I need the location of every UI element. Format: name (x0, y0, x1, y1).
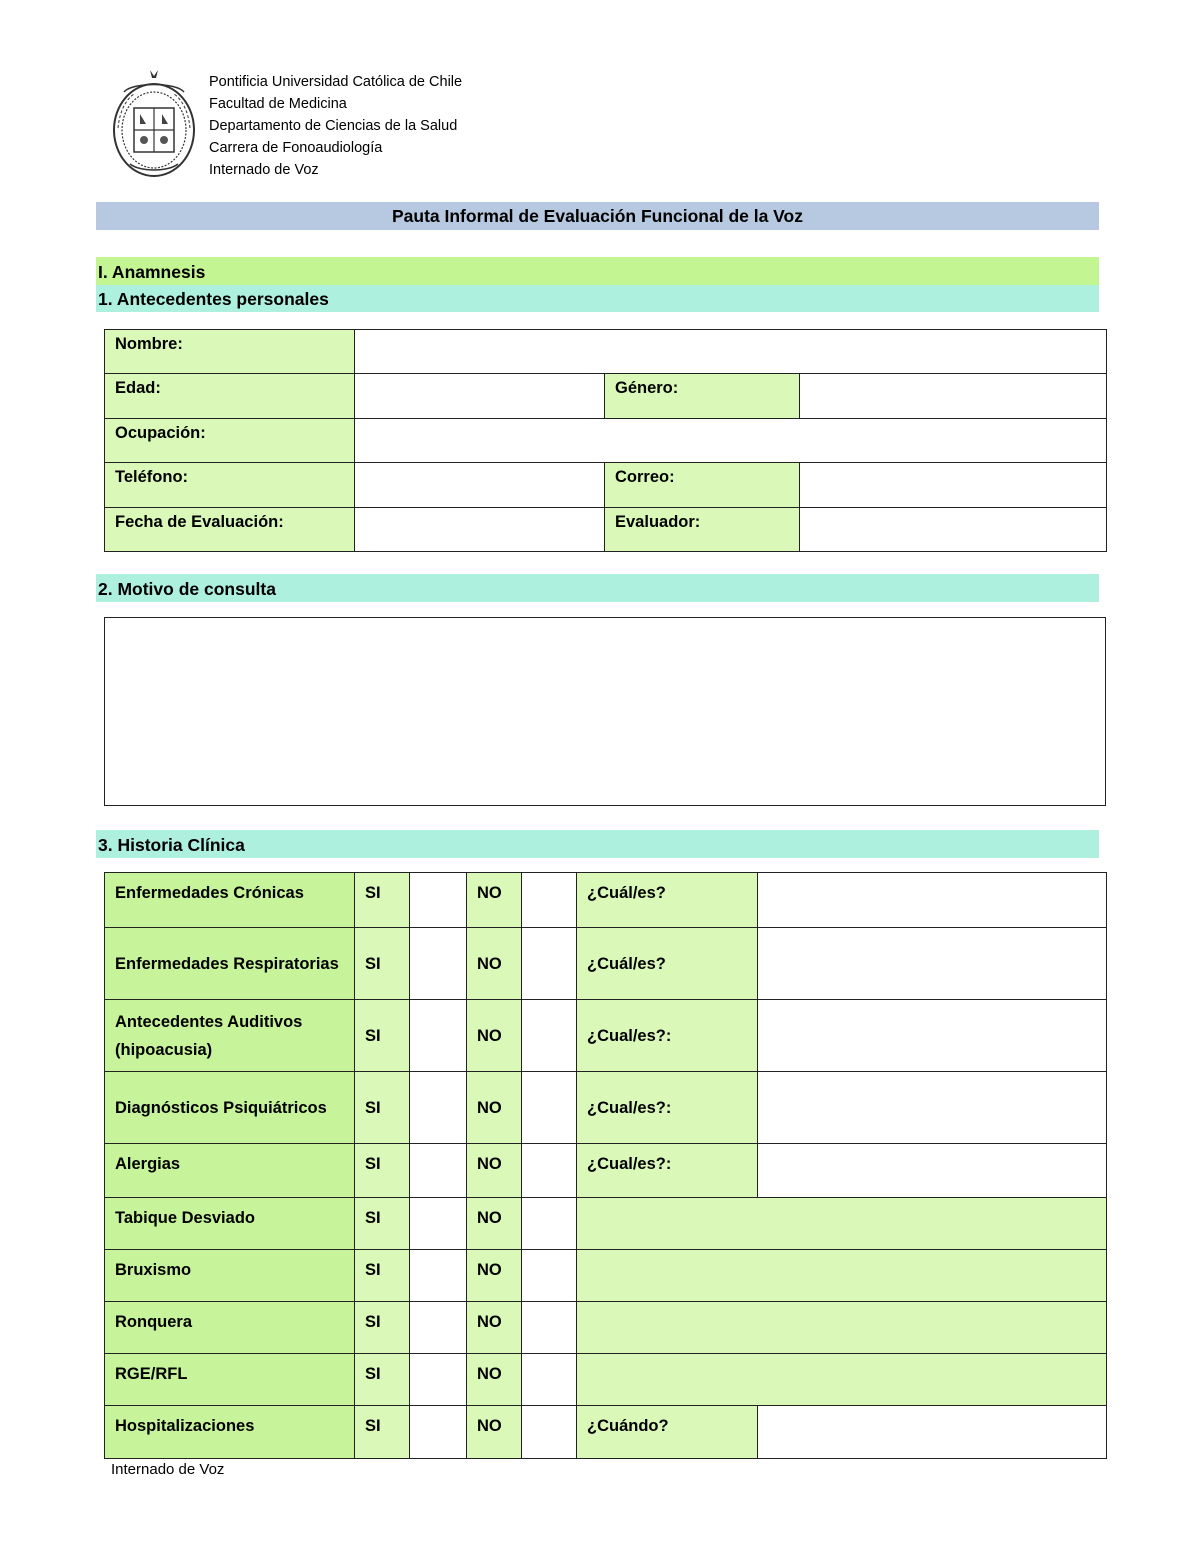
no-label: NO (467, 1406, 522, 1459)
table-row (105, 463, 1107, 507)
faculty-name: Facultad de Medicina (209, 96, 347, 112)
ocupacion-label: Ocupación: (105, 418, 355, 462)
si-checkbox[interactable] (410, 1000, 467, 1072)
section-antecedentes: 1. Antecedentes personales (96, 285, 1099, 312)
si-checkbox[interactable] (410, 1144, 467, 1198)
personal-data-table (104, 329, 1107, 552)
section-historia: 3. Historia Clínica (96, 830, 1099, 858)
table-row (105, 1250, 1107, 1302)
university-name: Pontificia Universidad Católica de Chile (209, 74, 463, 90)
historia-label: Enfermedades Respiratorias (105, 928, 355, 1000)
si-label: SI (355, 1302, 410, 1354)
university-seal-logo (110, 68, 198, 180)
shaded-cell (577, 1302, 1107, 1354)
nombre-label: Nombre: (105, 330, 355, 374)
no-checkbox[interactable] (522, 1072, 577, 1144)
table-row (105, 928, 1107, 1000)
evaluador-field[interactable] (800, 507, 1107, 551)
table-row (105, 330, 1107, 374)
question-label: ¿Cuál/es? (577, 873, 758, 928)
no-checkbox[interactable] (522, 1144, 577, 1198)
table-row (105, 1000, 1107, 1072)
table-row (105, 418, 1107, 462)
no-checkbox[interactable] (522, 1302, 577, 1354)
no-checkbox[interactable] (522, 873, 577, 928)
table-row (105, 1198, 1107, 1250)
no-label: NO (467, 1302, 522, 1354)
si-checkbox[interactable] (410, 1354, 467, 1406)
section-anamnesis: I. Anamnesis (96, 257, 1099, 285)
si-checkbox[interactable] (410, 928, 467, 1000)
document-title: Pauta Informal de Evaluación Funcional de la Voz (96, 202, 1099, 230)
fecha-field[interactable] (355, 507, 605, 551)
si-checkbox[interactable] (410, 873, 467, 928)
genero-label: Género: (605, 374, 800, 418)
no-checkbox[interactable] (522, 1354, 577, 1406)
table-row (105, 374, 1107, 418)
historia-clinica-table (104, 872, 1107, 1459)
nombre-field[interactable] (355, 330, 1107, 374)
no-label: NO (467, 1354, 522, 1406)
historia-label: Ronquera (105, 1302, 355, 1354)
ocupacion-field[interactable] (355, 418, 1107, 462)
si-label: SI (355, 1144, 410, 1198)
table-row (105, 1406, 1107, 1459)
no-checkbox[interactable] (522, 1000, 577, 1072)
historia-label: Antecedentes Auditivos (hipoacusia) (105, 1000, 355, 1072)
historia-label: RGE/RFL (105, 1354, 355, 1406)
question-label: ¿Cual/es?: (577, 1144, 758, 1198)
si-label: SI (355, 1072, 410, 1144)
si-label: SI (355, 873, 410, 928)
answer-field[interactable] (758, 873, 1107, 928)
no-checkbox[interactable] (522, 928, 577, 1000)
correo-label: Correo: (605, 463, 800, 507)
no-label: NO (467, 1250, 522, 1302)
historia-label: Enfermedades Crónicas (105, 873, 355, 928)
si-label: SI (355, 1198, 410, 1250)
question-label: ¿Cual/es?: (577, 1000, 758, 1072)
answer-field[interactable] (758, 1144, 1107, 1198)
no-checkbox[interactable] (522, 1250, 577, 1302)
si-checkbox[interactable] (410, 1250, 467, 1302)
department-name: Departamento de Ciencias de la Salud (209, 118, 458, 134)
correo-field[interactable] (800, 463, 1107, 507)
si-label: SI (355, 928, 410, 1000)
si-label: SI (355, 1250, 410, 1302)
fecha-label: Fecha de Evaluación: (105, 507, 355, 551)
no-label: NO (467, 873, 522, 928)
genero-field[interactable] (800, 374, 1107, 418)
si-checkbox[interactable] (410, 1072, 467, 1144)
si-label: SI (355, 1000, 410, 1072)
institution-header (209, 71, 462, 181)
question-label: ¿Cual/es?: (577, 1072, 758, 1144)
no-label: NO (467, 1198, 522, 1250)
edad-field[interactable] (355, 374, 605, 418)
table-row (105, 1302, 1107, 1354)
telefono-field[interactable] (355, 463, 605, 507)
si-checkbox[interactable] (410, 1198, 467, 1250)
historia-label: Hospitalizaciones (105, 1406, 355, 1459)
table-row (105, 1144, 1107, 1198)
answer-field[interactable] (758, 1406, 1107, 1459)
historia-label: Bruxismo (105, 1250, 355, 1302)
table-row (105, 1354, 1107, 1406)
no-label: NO (467, 1000, 522, 1072)
shaded-cell (577, 1198, 1107, 1250)
telefono-label: Teléfono: (105, 463, 355, 507)
si-label: SI (355, 1406, 410, 1459)
career-name: Carrera de Fonoaudiología (209, 140, 383, 156)
table-row (105, 507, 1107, 551)
no-label: NO (467, 928, 522, 1000)
edad-label: Edad: (105, 374, 355, 418)
si-label: SI (355, 1354, 410, 1406)
shaded-cell (577, 1354, 1107, 1406)
answer-field[interactable] (758, 1000, 1107, 1072)
answer-field[interactable] (758, 928, 1107, 1000)
evaluador-label: Evaluador: (605, 507, 800, 551)
historia-label: Diagnósticos Psiquiátricos (105, 1072, 355, 1144)
si-checkbox[interactable] (410, 1302, 467, 1354)
historia-label: Tabique Desviado (105, 1198, 355, 1250)
si-checkbox[interactable] (410, 1406, 467, 1459)
motivo-textarea[interactable] (104, 617, 1106, 806)
no-checkbox[interactable] (522, 1198, 577, 1250)
question-label: ¿Cuál/es? (577, 928, 758, 1000)
answer-field[interactable] (758, 1072, 1107, 1144)
table-row (105, 873, 1107, 928)
shaded-cell (577, 1250, 1107, 1302)
no-checkbox[interactable] (522, 1406, 577, 1459)
table-row (105, 1072, 1107, 1144)
footer-text: Internado de Voz (111, 1461, 225, 1478)
question-label: ¿Cuándo? (577, 1406, 758, 1459)
historia-label: Alergias (105, 1144, 355, 1198)
no-label: NO (467, 1144, 522, 1198)
section-motivo: 2. Motivo de consulta (96, 574, 1099, 602)
program-name: Internado de Voz (209, 162, 319, 178)
no-label: NO (467, 1072, 522, 1144)
